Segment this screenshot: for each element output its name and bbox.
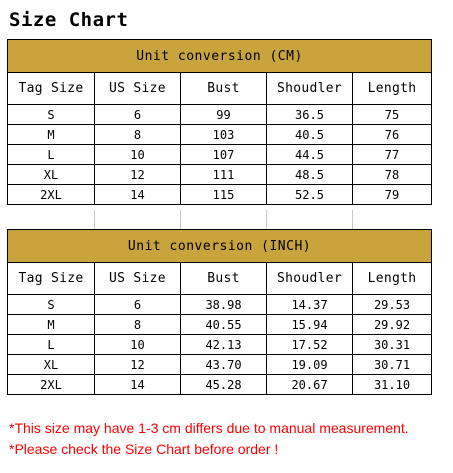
us-size-cell: 6 xyxy=(95,105,181,125)
bust-cell: 42.13 xyxy=(181,335,267,355)
column-header-shoulder: Shoudler xyxy=(267,263,353,295)
us-size-cell: 12 xyxy=(95,165,181,185)
column-header-tag-size: Tag Size xyxy=(8,263,95,295)
table-row xyxy=(8,125,432,145)
tag-size-cell: L xyxy=(8,145,95,165)
column-header-us-size: US Size xyxy=(95,263,181,295)
column-header-bust: Bust xyxy=(181,73,267,105)
table-row xyxy=(8,105,432,125)
shoulder-cell: 52.5 xyxy=(267,185,353,205)
table-row xyxy=(8,315,432,335)
bust-cell: 43.70 xyxy=(181,355,267,375)
tag-size-cell: 2XL xyxy=(8,375,95,395)
us-size-cell: 10 xyxy=(95,145,181,165)
us-size-cell: 10 xyxy=(95,335,181,355)
table-row xyxy=(8,165,432,185)
bust-cell: 111 xyxy=(181,165,267,185)
length-cell: 30.71 xyxy=(353,355,432,375)
us-size-cell: 12 xyxy=(95,355,181,375)
inch-table-heading: Unit conversion (INCH) xyxy=(8,230,432,263)
length-cell: 29.92 xyxy=(353,315,432,335)
tag-size-cell: S xyxy=(8,105,95,125)
page-title: Size Chart xyxy=(9,9,129,31)
us-size-cell: 8 xyxy=(95,125,181,145)
shoulder-cell: 19.09 xyxy=(267,355,353,375)
cm-size-table xyxy=(7,39,432,205)
column-header-bust: Bust xyxy=(181,263,267,295)
column-header-tag-size: Tag Size xyxy=(8,73,95,105)
cm-table-heading: Unit conversion (CM) xyxy=(8,40,432,73)
shoulder-cell: 17.52 xyxy=(267,335,353,355)
length-cell: 76 xyxy=(353,125,432,145)
tag-size-cell: M xyxy=(8,315,95,335)
column-header-shoulder: Shoudler xyxy=(267,73,353,105)
us-size-cell: 8 xyxy=(95,315,181,335)
bust-cell: 115 xyxy=(181,185,267,205)
length-cell: 79 xyxy=(353,185,432,205)
shoulder-cell: 15.94 xyxy=(267,315,353,335)
length-cell: 30.31 xyxy=(353,335,432,355)
bust-cell: 107 xyxy=(181,145,267,165)
measurement-note: *This size may have 1-3 cm differs due to manual measurement. xyxy=(9,420,409,436)
length-cell: 75 xyxy=(353,105,432,125)
length-cell: 77 xyxy=(353,145,432,165)
shoulder-cell: 36.5 xyxy=(267,105,353,125)
column-header-us-size: US Size xyxy=(95,73,181,105)
table-row xyxy=(8,145,432,165)
shoulder-cell: 44.5 xyxy=(267,145,353,165)
shoulder-cell: 14.37 xyxy=(267,295,353,315)
tag-size-cell: XL xyxy=(8,165,95,185)
inch-size-table xyxy=(7,229,432,395)
bust-cell: 40.55 xyxy=(181,315,267,335)
tag-size-cell: M xyxy=(8,125,95,145)
table-row xyxy=(8,295,432,315)
table-row xyxy=(8,375,432,395)
shoulder-cell: 20.67 xyxy=(267,375,353,395)
bust-cell: 103 xyxy=(181,125,267,145)
bust-cell: 38.98 xyxy=(181,295,267,315)
column-header-length: Length xyxy=(353,73,432,105)
table-row xyxy=(8,335,432,355)
length-cell: 78 xyxy=(353,165,432,185)
shoulder-cell: 48.5 xyxy=(267,165,353,185)
us-size-cell: 6 xyxy=(95,295,181,315)
tag-size-cell: L xyxy=(8,335,95,355)
length-cell: 31.10 xyxy=(353,375,432,395)
column-header-length: Length xyxy=(353,263,432,295)
tag-size-cell: S xyxy=(8,295,95,315)
tag-size-cell: 2XL xyxy=(8,185,95,205)
bust-cell: 45.28 xyxy=(181,375,267,395)
table-row xyxy=(8,355,432,375)
us-size-cell: 14 xyxy=(95,185,181,205)
table-row xyxy=(8,185,432,205)
shoulder-cell: 40.5 xyxy=(267,125,353,145)
length-cell: 29.53 xyxy=(353,295,432,315)
bust-cell: 99 xyxy=(181,105,267,125)
tag-size-cell: XL xyxy=(8,355,95,375)
us-size-cell: 14 xyxy=(95,375,181,395)
table-separator xyxy=(7,210,431,229)
check-chart-note: *Please check the Size Chart before order ! xyxy=(9,441,279,457)
